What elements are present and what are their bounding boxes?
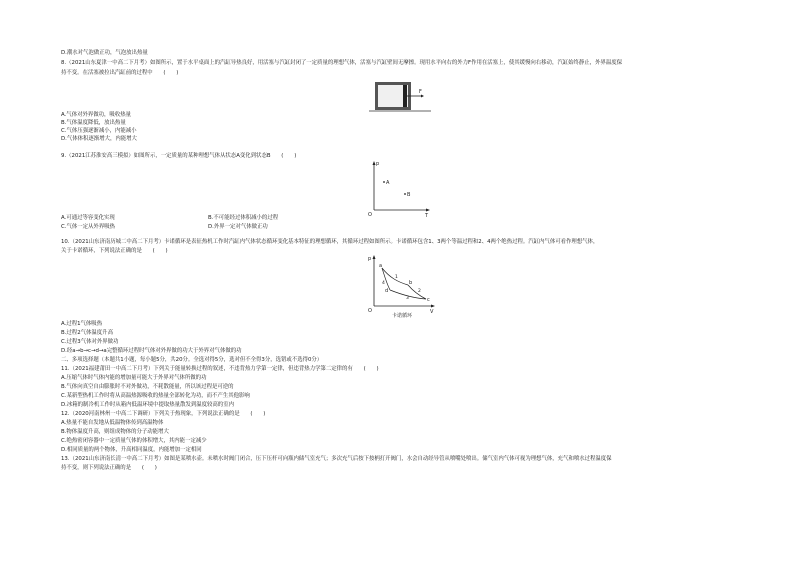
q12-option-d: D.相同质量的两个物体，升高相同温度，内能增加一定相同 [61,447,202,453]
q11-option-c: C.某新型热机工作时将从高温热源吸收的热量全部转化为功，而不产生其他影响 [61,393,250,399]
q11-stem: 11.（2021福建莆田一中高二下月考）下列关于能量转换过程的叙述，不违背热力学第一定律，但违背热力学第二定律的有 ( ) [61,366,379,372]
q10-option-c: C.过程3气体对外界做功 [61,339,119,345]
q12-option-b: B.物体温度升高，则组成物体的分子动能增大 [61,429,169,435]
q12-stem: 12.（2020河南林州一中高二下调研）下列关于热现象，下列说法正确的是 ( ) [61,411,266,417]
q10-option-d: D.经a→b→c→d→a完整循环过程时气体对外界做的功大于外界对气体做的功 [61,348,242,354]
section-2-heading: 二、多项选择题（本题共1小题，每小题5分，共20分。全选对得5分，选对但不全得3分，选错或不选得0分） [61,357,323,363]
process-4-curve [382,268,390,290]
process-3-label: 3 [406,296,409,301]
state-b-point [404,193,406,195]
q11-option-a: A.压缩气体时气体内能的增加量可能大于外界对气体所做的功 [61,375,207,381]
q10-option-a: A.过程1气体吸热 [61,321,103,327]
q9-stem: 9.（2021江苏淮安高三模拟）如图所示，一定质量的某种理想气体从状态A变化到状态B ( ) [61,153,297,159]
q11-option-d: D.冰箱的制冷机工作时从箱内低温环境中提取热量散发到温度较高的室内 [61,402,234,408]
q10-stem: 10.（2021山东济南历城二中高二下月考）卡诺循环是表征热机工作时汽缸内气体状态循环变化基本特征的理想循环，其循环过程如图所示。卡诺循环包含1、3两个等温过程和2、4两个绝热过程。汽缸内气体可看作理想气体， [61,239,599,245]
q9-option-d: D.外界一定对气体做正功 [208,224,268,230]
process-2-label: 2 [418,289,421,294]
q8-stem-cont: 持不变。在活塞被拉出汽缸前的过程中 ( ) [61,70,179,76]
q8-option-c: C.气体压强逐渐减小，内能减小 [61,128,137,134]
q9-option-b: B.不可能经过体积减小的过程 [208,215,279,221]
q9-option-c: C.气体一定从外界吸热 [61,224,115,230]
q9-pT-figure [364,158,434,220]
q11-option-b: B.气体向真空自由膨胀时不对外做功，不耗散能量，所以该过程是可逆的 [61,384,234,390]
process-1-label: 1 [395,275,398,280]
q12-option-a: A.热量不能自发地从低温物体传到高温物体 [61,420,164,426]
q13-stem: 13.（2021山东济南长清一中高二下月考）如图是某喷水壶。未喷水时阀门闭合，压下压杆可向瓶内储气室充气；多次充气后按下按柄打开阀门，水会自动经导管从喷嘴处喷出。储气室内气体可视为理想气体，充气和喷水过程温度保 [61,456,612,462]
q10-stem-cont: 关于卡诺循环，下列说法正确的是 ( ) [61,248,168,254]
q9-option-a: A.可通过等容变化实现 [61,215,115,221]
figure-caption: 卡诺循环 [392,313,413,319]
origin-label: O [368,308,372,314]
q8-option-b: B.气体温度降低，放出热量 [61,120,126,126]
force-label: F [419,89,422,95]
q13-stem-cont: 持不变，则下列说法正确的是 ( ) [61,465,157,471]
origin-label: O [368,212,372,218]
q8-option-d: D.气体体积逐渐增大，内能增大 [61,136,137,142]
q10-carnot-figure [366,254,438,320]
V-axis-label: V [430,309,434,315]
q8-stem: 8.（2021山东夏津一中高二下月考）如图所示，置于水平桌面上的汽缸导热良好，用活塞与汽缸封闭了一定质量的理想气体，活塞与汽缸壁间无摩擦。现用水平向右的外力F作用在活塞上，使其缓慢向右移动，汽缸始终静止，外界温度保 [61,60,623,66]
q8-cylinder-figure [365,78,435,118]
point-b-label: b [409,280,413,286]
state-a-label: A [386,180,390,186]
q8-option-a: A.气体对外界做功，吸收热量 [61,112,131,118]
q7-option-d: D.潮水对气泡做正功，气泡放出热量 [61,50,148,56]
state-a-point [383,181,385,183]
T-axis-label: T [425,213,429,219]
point-c-label: c [427,297,430,303]
process-4-label: 4 [382,281,385,286]
point-a-label: a [379,263,383,269]
p-axis-label: p [376,161,380,167]
state-b-label: B [407,192,411,198]
point-d-label: d [385,288,389,294]
q12-option-c: C.绝热密闭容器中一定质量气体的体积增大，其内能一定减少 [61,438,207,444]
piston [403,85,407,107]
p-axis-label: p [368,256,372,262]
q10-option-b: B.过程2气体温度升高 [61,330,113,336]
